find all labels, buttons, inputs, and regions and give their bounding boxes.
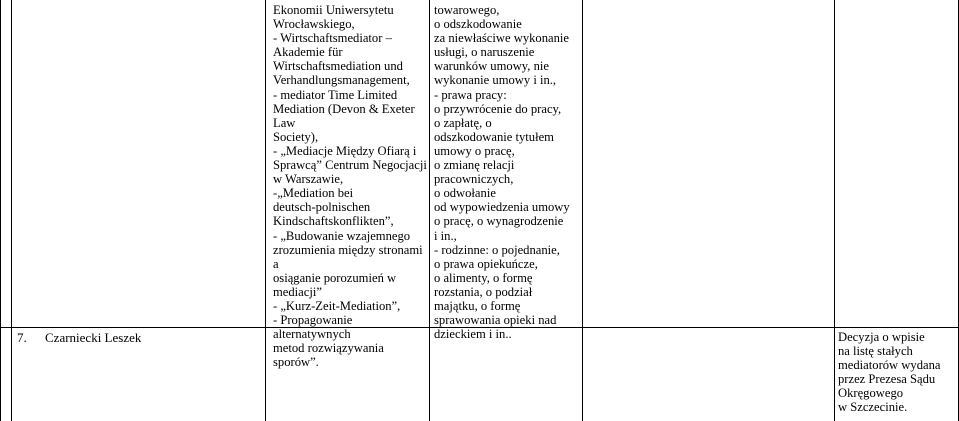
row-number: 7. [17, 330, 27, 345]
column-divider-scope [582, 0, 583, 421]
experience-cell: Ekonomii Uniwersytetu Wrocławskiego, - Wirtschaftsmediator – Akademie für Wirtschaftsmediation und Verhandlungsmanagement, - mediator Time Limited Mediation (Devon & Exeter Law Society), - „Mediacje Między Ofiarą i Sprawcą” Centrum Negocjacji w Warszawie, -„Mediation bei deutsch-polnischen Kindschaftskonflikten”, - „Budowanie wzajemnego zrozumienia między stronami a osiąganie porozumień w mediacji” - „Kurz-Zeit-Mediation”, - Propagowanie alternatywnych metod rozwiązywania sporów”. [273, 3, 427, 370]
column-divider-number [11, 0, 12, 421]
column-divider-contact [834, 0, 835, 421]
scope-cell: towarowego, o odszkodowanie za niewłaściwe wykonanie usługi, o naruszenie warunków umowy, nie wykonanie umowy i in., - prawa pracy: o przywrócenie do pracy, o zapłatę, o odszkodowanie tytułem umowy o pracę, o zmianę relacji pracowniczych, o odwołanie od wypowiedzenia umowy o pracę, o wynagrodzenie i in., - rodzinne: o pojednanie, o prawa opiekuńcze, o alimenty, o formę rozstania, o podział majątku, o formę sprawowania opieki nad dzieckiem i in.. [434, 3, 570, 342]
column-divider-name [265, 0, 266, 421]
column-divider-experience [429, 0, 430, 421]
table-border-left [0, 0, 1, 421]
decision-cell: Decyzja o wpisie na listę stałych mediatorów wydana przez Prezesa Sądu Okręgowego w Szczecinie. [838, 330, 941, 415]
mediator-name: Czarniecki Leszek [45, 330, 142, 345]
